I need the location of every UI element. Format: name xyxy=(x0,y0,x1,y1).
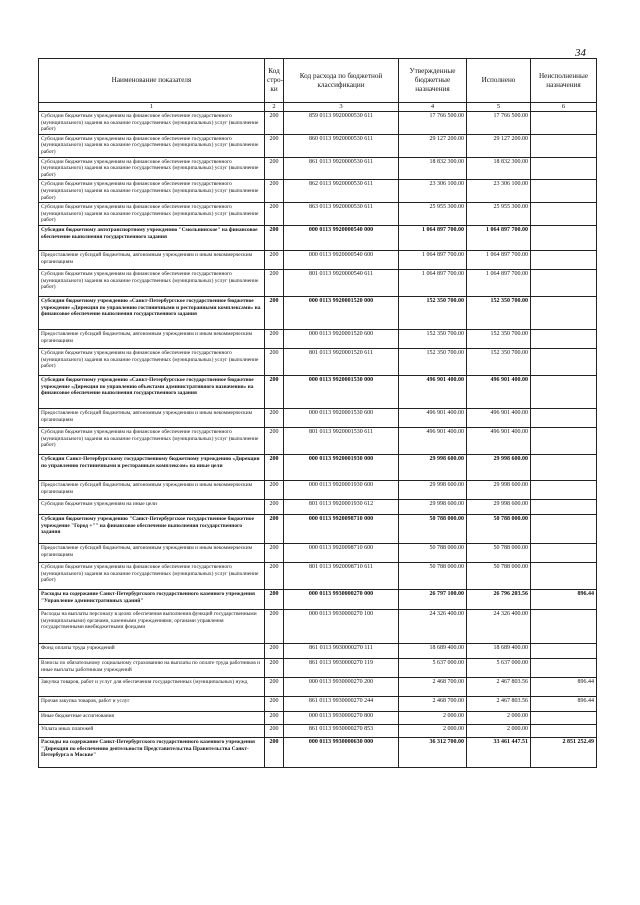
budget-code-cell: 000 0113 9930000270 100 xyxy=(284,609,399,643)
table-row xyxy=(39,562,597,589)
approved-amount-cell: 24 326 400.00 xyxy=(399,609,467,643)
approved-amount-cell: 50 788 000.00 xyxy=(399,562,467,589)
indicator-name-cell: Взносы по обязательному социальному страхованию на выплаты по оплате труда работников и иные выплаты работникам учреждений xyxy=(39,658,265,677)
table-row xyxy=(39,499,597,514)
budget-code-cell: 000 0113 9930000270 000 xyxy=(284,589,399,609)
table-row xyxy=(39,643,597,658)
executed-amount-cell: 18 832 300.00 xyxy=(467,157,531,180)
budget-code-cell: 801 0113 9920098710 611 xyxy=(284,562,399,589)
approved-amount-cell: 152 350 700.00 xyxy=(399,329,467,348)
unexecuted-amount-cell xyxy=(531,543,597,562)
line-code-cell: 200 xyxy=(265,480,284,499)
indicator-name-cell: Субсидии бюджетным учреждениям на финансовое обеспечение государственного (муниципального) задания на оказание государственных (муниципальных) услуг (выполнение работ) xyxy=(39,134,265,157)
approved-amount-cell: 18 832 300.00 xyxy=(399,157,467,180)
unexecuted-amount-cell xyxy=(531,112,597,135)
column-number: 6 xyxy=(531,103,597,112)
unexecuted-amount-cell: 2 851 252.49 xyxy=(531,737,597,767)
indicator-name-cell: Предоставление субсидий бюджетным, автономным учреждениям и иным некоммерческим организациям xyxy=(39,543,265,562)
unexecuted-amount-cell xyxy=(531,134,597,157)
table-row xyxy=(39,724,597,737)
line-code-cell: 200 xyxy=(265,643,284,658)
budget-code-cell: 863 0113 9920000530 611 xyxy=(284,203,399,226)
line-code-cell: 200 xyxy=(265,269,284,296)
approved-amount-cell: 2 000.00 xyxy=(399,724,467,737)
table-row xyxy=(39,134,597,157)
line-code-cell: 200 xyxy=(265,408,284,427)
indicator-name-cell: Расходы на содержание Санкт-Петербургского государственного казенного учреждения "Дирекция по обеспечению деятельности Представительства Правительства Санкт-Петербурга в Москве" xyxy=(39,737,265,767)
unexecuted-amount-cell xyxy=(531,514,597,543)
indicator-name-cell: Субсидии бюджетным учреждениям на финансовое обеспечение государственного (муниципального) задания на оказание государственных (муниципальных) услуг (выполнение работ) xyxy=(39,269,265,296)
unexecuted-amount-cell xyxy=(531,269,597,296)
approved-amount-cell: 2 468 700.00 xyxy=(399,677,467,696)
approved-amount-cell: 29 998 600.00 xyxy=(399,499,467,514)
approved-amount-cell: 496 901 400.00 xyxy=(399,427,467,454)
line-code-cell: 200 xyxy=(265,499,284,514)
unexecuted-amount-cell: 896.44 xyxy=(531,677,597,696)
executed-amount-cell: 5 637 000.00 xyxy=(467,658,531,677)
unexecuted-amount-cell xyxy=(531,250,597,269)
executed-amount-cell: 18 689 400.00 xyxy=(467,643,531,658)
indicator-name-cell: Субсидии бюджетным учреждениям на финансовое обеспечение государственного (муниципального) задания на оказание государственных (муниципальных) услуг (выполнение работ) xyxy=(39,427,265,454)
executed-amount-cell: 1 064 897 700.00 xyxy=(467,269,531,296)
line-code-cell: 200 xyxy=(265,329,284,348)
executed-amount-cell: 23 306 100.00 xyxy=(467,180,531,203)
header-budget-code: Код расхода по бюджетной классификации xyxy=(284,59,399,103)
column-number: 1 xyxy=(39,103,265,112)
executed-amount-cell: 1 064 897 700.00 xyxy=(467,225,531,250)
line-code-cell: 200 xyxy=(265,250,284,269)
executed-amount-cell: 152 350 700.00 xyxy=(467,348,531,375)
executed-amount-cell: 2 467 803.56 xyxy=(467,696,531,711)
indicator-name-cell: Предоставление субсидий бюджетным, автономным учреждениям и иным некоммерческим организациям xyxy=(39,250,265,269)
line-code-cell: 200 xyxy=(265,696,284,711)
unexecuted-amount-cell xyxy=(531,157,597,180)
line-code-cell: 200 xyxy=(265,112,284,135)
line-code-cell: 200 xyxy=(265,711,284,724)
indicator-name-cell: Субсидии бюджетному учреждению "Санкт-Петербургское государственное бюджетное учреждение "Город +"" на финансовое обеспечение выполнения государственного задания xyxy=(39,514,265,543)
approved-amount-cell: 5 637 000.00 xyxy=(399,658,467,677)
approved-amount-cell: 29 998 600.00 xyxy=(399,480,467,499)
budget-code-cell: 801 0113 9920001930 612 xyxy=(284,499,399,514)
unexecuted-amount-cell xyxy=(531,480,597,499)
budget-code-cell: 801 0113 9920000540 611 xyxy=(284,269,399,296)
executed-amount-cell: 50 788 000.00 xyxy=(467,514,531,543)
line-code-cell: 200 xyxy=(265,157,284,180)
approved-amount-cell: 29 127 200.00 xyxy=(399,134,467,157)
executed-amount-cell: 29 998 600.00 xyxy=(467,499,531,514)
line-code-cell: 200 xyxy=(265,225,284,250)
executed-amount-cell: 50 788 000.00 xyxy=(467,543,531,562)
column-number: 5 xyxy=(467,103,531,112)
executed-amount-cell: 496 901 400.00 xyxy=(467,427,531,454)
unexecuted-amount-cell: 896.44 xyxy=(531,589,597,609)
unexecuted-amount-cell xyxy=(531,427,597,454)
unexecuted-amount-cell xyxy=(531,348,597,375)
executed-amount-cell: 496 901 400.00 xyxy=(467,408,531,427)
header-executed: Исполнено xyxy=(467,59,531,103)
line-code-cell: 200 xyxy=(265,296,284,329)
indicator-name-cell: Субсидии бюджетным учреждениям на финансовое обеспечение государственного (муниципального) задания на оказание государственных (муниципальных) услуг (выполнение работ) xyxy=(39,348,265,375)
header-approved: Утвержденные бюджетные назначения xyxy=(399,59,467,103)
approved-amount-cell: 1 064 897 700.00 xyxy=(399,269,467,296)
approved-amount-cell: 152 350 700.00 xyxy=(399,348,467,375)
unexecuted-amount-cell xyxy=(531,499,597,514)
table-row xyxy=(39,375,597,408)
line-code-cell: 200 xyxy=(265,677,284,696)
approved-amount-cell: 50 788 000.00 xyxy=(399,543,467,562)
budget-code-cell: 861 0113 9930000270 853 xyxy=(284,724,399,737)
line-code-cell: 200 xyxy=(265,543,284,562)
executed-amount-cell: 2 000.00 xyxy=(467,724,531,737)
indicator-name-cell: Иные бюджетные ассигнования xyxy=(39,711,265,724)
indicator-name-cell: Уплата иных платежей xyxy=(39,724,265,737)
table-row xyxy=(39,696,597,711)
column-number: 3 xyxy=(284,103,399,112)
table-row xyxy=(39,427,597,454)
approved-amount-cell: 18 689 400.00 xyxy=(399,643,467,658)
line-code-cell: 200 xyxy=(265,180,284,203)
budget-code-cell: 861 0113 9930000270 111 xyxy=(284,643,399,658)
table-row xyxy=(39,180,597,203)
line-code-cell: 200 xyxy=(265,658,284,677)
approved-amount-cell: 496 901 400.00 xyxy=(399,375,467,408)
approved-amount-cell: 36 312 700.00 xyxy=(399,737,467,767)
unexecuted-amount-cell xyxy=(531,643,597,658)
table-row xyxy=(39,157,597,180)
line-code-cell: 200 xyxy=(265,134,284,157)
indicator-name-cell: Фонд оплаты труда учреждений xyxy=(39,643,265,658)
table-row xyxy=(39,250,597,269)
budget-code-cell: 000 0113 9920001520 000 xyxy=(284,296,399,329)
indicator-name-cell: Субсидии бюджетным учреждениям на финансовое обеспечение государственного (муниципального) задания на оказание государственных (муниципальных) услуг (выполнение работ) xyxy=(39,157,265,180)
table-row xyxy=(39,203,597,226)
table-row xyxy=(39,225,597,250)
unexecuted-amount-cell xyxy=(531,375,597,408)
approved-amount-cell: 152 350 700.00 xyxy=(399,296,467,329)
unexecuted-amount-cell xyxy=(531,180,597,203)
indicator-name-cell: Субсидии Санкт-Петербургскому государственному бюджетному учреждению «Дирекция по управлению гостиничными и ресторанным комплексом» на иные цели xyxy=(39,454,265,480)
executed-amount-cell: 50 788 000.00 xyxy=(467,562,531,589)
budget-code-cell: 000 0113 9920098710 000 xyxy=(284,514,399,543)
executed-amount-cell: 2 467 803.56 xyxy=(467,677,531,696)
executed-amount-cell: 152 350 700.00 xyxy=(467,329,531,348)
executed-amount-cell: 33 461 447.51 xyxy=(467,737,531,767)
unexecuted-amount-cell xyxy=(531,408,597,427)
indicator-name-cell: Прочая закупка товаров, работ и услуг xyxy=(39,696,265,711)
table-row xyxy=(39,329,597,348)
line-code-cell: 200 xyxy=(265,609,284,643)
executed-amount-cell: 496 901 400.00 xyxy=(467,375,531,408)
budget-code-cell: 861 0113 9930000270 119 xyxy=(284,658,399,677)
executed-amount-cell: 1 064 897 700.00 xyxy=(467,250,531,269)
table-row xyxy=(39,677,597,696)
unexecuted-amount-cell xyxy=(531,203,597,226)
executed-amount-cell: 29 998 600.00 xyxy=(467,480,531,499)
indicator-name-cell: Субсидии бюджетному учреждению «Санкт-Петербургское государственное бюджетное учреждение «Дирекция по управлению объектами административного назначения» на финансовое обеспечение выполнения государственного задания xyxy=(39,375,265,408)
table-row xyxy=(39,480,597,499)
indicator-name-cell: Субсидии бюджетным учреждениям на финансовое обеспечение государственного (муниципального) задания на оказание государственных (муниципальных) услуг (выполнение работ) xyxy=(39,112,265,135)
table-row xyxy=(39,658,597,677)
table-row xyxy=(39,514,597,543)
approved-amount-cell: 50 788 000.00 xyxy=(399,514,467,543)
line-code-cell: 200 xyxy=(265,348,284,375)
executed-amount-cell: 2 000.00 xyxy=(467,711,531,724)
line-code-cell: 200 xyxy=(265,427,284,454)
line-code-cell: 200 xyxy=(265,203,284,226)
executed-amount-cell: 26 796 203.56 xyxy=(467,589,531,609)
budget-execution-table xyxy=(38,58,597,768)
indicator-name-cell: Субсидии бюджетным учреждениям на финансовое обеспечение государственного (муниципального) задания на оказание государственных (муниципальных) услуг (выполнение работ) xyxy=(39,562,265,589)
table-row xyxy=(39,454,597,480)
table-row xyxy=(39,737,597,767)
column-number: 2 xyxy=(265,103,284,112)
table-row xyxy=(39,543,597,562)
budget-code-cell: 000 0113 9920098710 600 xyxy=(284,543,399,562)
indicator-name-cell: Субсидии бюджетному учреждению «Санкт-Петербургское государственное бюджетное учреждение «Дирекция по управлению гостиничными и ресторанными комплексами» на финансовое обеспечение выполнения государственного задания xyxy=(39,296,265,329)
budget-code-cell: 000 0113 9930000270 800 xyxy=(284,711,399,724)
approved-amount-cell: 2 468 700.00 xyxy=(399,696,467,711)
table-row xyxy=(39,348,597,375)
column-numbers-row xyxy=(39,103,597,112)
unexecuted-amount-cell xyxy=(531,658,597,677)
approved-amount-cell: 1 064 897 700.00 xyxy=(399,225,467,250)
indicator-name-cell: Предоставление субсидий бюджетным, автономным учреждениям и иным некоммерческим организациям xyxy=(39,408,265,427)
header-unexecuted: Неисполненные назначения xyxy=(531,59,597,103)
unexecuted-amount-cell xyxy=(531,329,597,348)
budget-code-cell: 859 0113 9920000530 611 xyxy=(284,112,399,135)
executed-amount-cell: 17 766 500.00 xyxy=(467,112,531,135)
approved-amount-cell: 29 998 600.00 xyxy=(399,454,467,480)
indicator-name-cell: Субсидии бюджетным учреждениям на финансовое обеспечение государственного (муниципального) задания на оказание государственных (муниципальных) услуг (выполнение работ) xyxy=(39,203,265,226)
table-row xyxy=(39,711,597,724)
line-code-cell: 200 xyxy=(265,454,284,480)
indicator-name-cell: Предоставление субсидий бюджетным, автономным учреждениям и иным некоммерческим организациям xyxy=(39,480,265,499)
budget-code-cell: 861 0113 9920000530 611 xyxy=(284,157,399,180)
unexecuted-amount-cell xyxy=(531,562,597,589)
table-row xyxy=(39,296,597,329)
approved-amount-cell: 2 000.00 xyxy=(399,711,467,724)
approved-amount-cell: 25 955 300.00 xyxy=(399,203,467,226)
unexecuted-amount-cell xyxy=(531,296,597,329)
budget-code-cell: 861 0113 9930000270 244 xyxy=(284,696,399,711)
column-number: 4 xyxy=(399,103,467,112)
indicator-name-cell: Расходы на содержание Санкт-Петербургского государственного казенного учреждения "Управление административных зданий" xyxy=(39,589,265,609)
line-code-cell: 200 xyxy=(265,737,284,767)
budget-code-cell: 801 0113 9920001520 611 xyxy=(284,348,399,375)
header-indicator-name: Наименование показателя xyxy=(39,59,265,103)
executed-amount-cell: 24 326 400.00 xyxy=(467,609,531,643)
table-row xyxy=(39,589,597,609)
unexecuted-amount-cell xyxy=(531,609,597,643)
unexecuted-amount-cell xyxy=(531,225,597,250)
budget-code-cell: 000 0113 9920000540 000 xyxy=(284,225,399,250)
indicator-name-cell: Субсидии бюджетным учреждениям на иные цели xyxy=(39,499,265,514)
executed-amount-cell: 29 998 600.00 xyxy=(467,454,531,480)
approved-amount-cell: 17 766 500.00 xyxy=(399,112,467,135)
budget-code-cell: 000 0113 9920001530 600 xyxy=(284,408,399,427)
unexecuted-amount-cell: 896.44 xyxy=(531,696,597,711)
budget-code-cell: 000 0113 9930000630 000 xyxy=(284,737,399,767)
unexecuted-amount-cell xyxy=(531,454,597,480)
line-code-cell: 200 xyxy=(265,375,284,408)
executed-amount-cell: 152 350 700.00 xyxy=(467,296,531,329)
approved-amount-cell: 1 064 897 700.00 xyxy=(399,250,467,269)
budget-code-cell: 000 0113 9920001530 000 xyxy=(284,375,399,408)
indicator-name-cell: Расходы на выплаты персоналу в целях обеспечения выполнения функций государственными (муниципальными) органами, казенными учреждениями, органами управления государственными внебюджетными фондами xyxy=(39,609,265,643)
budget-code-cell: 000 0113 9920001930 600 xyxy=(284,480,399,499)
unexecuted-amount-cell xyxy=(531,724,597,737)
table-row xyxy=(39,408,597,427)
budget-code-cell: 862 0113 9920000530 611 xyxy=(284,180,399,203)
line-code-cell: 200 xyxy=(265,589,284,609)
table-row xyxy=(39,609,597,643)
budget-code-cell: 000 0113 9920001520 600 xyxy=(284,329,399,348)
page-number: 34 xyxy=(575,47,586,59)
table-header-row xyxy=(39,59,597,103)
line-code-cell: 200 xyxy=(265,562,284,589)
indicator-name-cell: Субсидии бюджетным учреждениям на финансовое обеспечение государственного (муниципального) задания на оказание государственных (муниципальных) услуг (выполнение работ) xyxy=(39,180,265,203)
budget-code-cell: 860 0113 9920000530 611 xyxy=(284,134,399,157)
budget-code-cell: 000 0113 9920000540 600 xyxy=(284,250,399,269)
indicator-name-cell: Предоставление субсидий бюджетным, автономным учреждениям и иным некоммерческим организациям xyxy=(39,329,265,348)
approved-amount-cell: 23 306 100.00 xyxy=(399,180,467,203)
executed-amount-cell: 29 127 200.00 xyxy=(467,134,531,157)
header-line-code: Код стро-ки xyxy=(265,59,284,103)
indicator-name-cell: Закупка товаров, работ и услуг для обеспечения государственных (муниципальных) нужд xyxy=(39,677,265,696)
budget-code-cell: 801 0113 9920001530 611 xyxy=(284,427,399,454)
budget-code-cell: 000 0113 9920001930 000 xyxy=(284,454,399,480)
budget-code-cell: 000 0113 9930000270 200 xyxy=(284,677,399,696)
table-body xyxy=(39,112,597,768)
line-code-cell: 200 xyxy=(265,514,284,543)
table-row xyxy=(39,112,597,135)
table-row xyxy=(39,269,597,296)
unexecuted-amount-cell xyxy=(531,711,597,724)
executed-amount-cell: 25 955 300.00 xyxy=(467,203,531,226)
approved-amount-cell: 26 797 100.00 xyxy=(399,589,467,609)
approved-amount-cell: 496 901 400.00 xyxy=(399,408,467,427)
line-code-cell: 200 xyxy=(265,724,284,737)
indicator-name-cell: Субсидии бюджетному автотранспортному учреждению "Смольнинское" на финансовое обеспечение выполнения государственного задания xyxy=(39,225,265,250)
